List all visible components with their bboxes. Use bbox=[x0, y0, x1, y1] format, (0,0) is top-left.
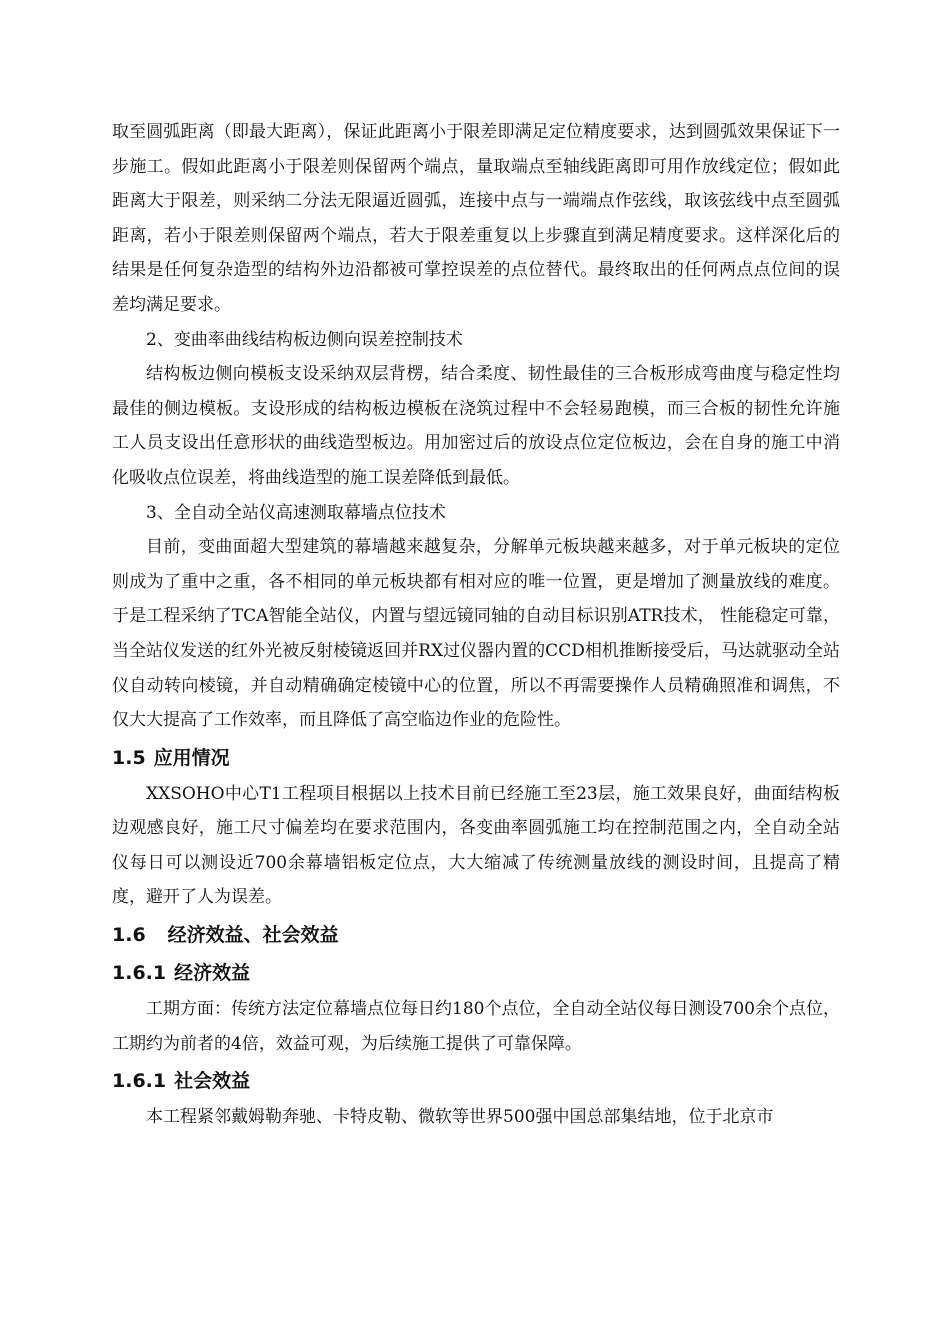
heading-title: 经济效益 bbox=[174, 962, 251, 985]
heading-title: 经济效益、社会效益 bbox=[167, 924, 339, 947]
paragraph-economic-benefit: 工期方面：传统方法定位幕墙点位每日约180个点位，全自动全站仪每日测设700余个点位，工期约为前者的4倍，效益可观，为后续施工提供了可靠保障。 bbox=[112, 999, 840, 1054]
paragraph-application: XXSOHO中心T1工程项目根据以上技术目前已经施工至23层，施工效果良好，曲面结构板边观感良好，施工尺寸偏差均在要求范围内，各变曲率圆弧施工均在控制范围之内，全自动全站仪每日可以测设近700余幕墙铝板定位点，大大缩减了传统测量放线的测设时间，且提高了精度，避开了人为误差。 bbox=[112, 783, 840, 908]
heading-number: 1.5 bbox=[112, 746, 146, 769]
heading-application bbox=[112, 740, 840, 776]
heading-benefits bbox=[112, 917, 840, 953]
subheading-lateral-error-control: 2、变曲率曲线结构板边侧向误差控制技术 bbox=[146, 329, 463, 350]
heading-title: 应用情况 bbox=[153, 746, 230, 769]
paragraph-lateral-formwork: 结构板边侧向模板支设采纳双层背楞，结合柔度、韧性最佳的三合板形成弯曲度与稳定性均最佳的侧边模板。支设形成的结构板边模板在浇筑过程中不会轻易跑模，而三合板的韧性允许施工人员支设出任意形状的曲线造型板边。用加密过后的放设点位定位板边，会在自身的施工中消化吸收点位误差，将曲线造型的施工误差降低到最低。 bbox=[112, 364, 840, 488]
paragraph-arc-positioning: 取至圆弧距离（即最大距离），保证此距离小于限差即满足定位精度要求，达到圆弧效果保证下一步施工。假如此距离小于限差则保留两个端点，量取端点至轴线距离即可用作放线定位；假如此距离大于限差，则采纳二分法无限逼近圆弧，连接中点与一端端点作弦线，取该弦线中点至圆弧距离，若小于限差则保留两个端点，若大于限差重复以上步骤直到满足精度要求。这样深化后的结果是任何复杂造型的结构外边沿都被可掌控误差的点位替代。最终取出的任何两点点位间的误差均满足要求。 bbox=[112, 122, 840, 315]
paragraph-curtain-wall-survey: 目前，变曲面超大型建筑的幕墙越来越复杂，分解单元板块越来越多，对于单元板块的定位则成为了重中之重，各不相同的单元板块都有相对应的唯一位置，更是增加了测量放线的难度。于是工程采纳了TCA智能全站仪，内置与望远镜同轴的自动目标识别ATR技术， 性能稳定可靠，当全站仪发送的红外光被反射棱镜返回并RX过仪器内置的CCD相机推断接受后，马达就驱动全站仪自动转向棱镜，并自动精确确定棱镜中心的位置，所以不再需要操作人员精确照准和调焦，不仅大大提高了工作效率，而且降低了高空临边作业的危险性。 bbox=[112, 537, 840, 731]
heading-title: 社会效益 bbox=[174, 1070, 251, 1093]
document-page bbox=[112, 115, 840, 1135]
heading-economic-benefit bbox=[112, 955, 840, 991]
heading-number: 1.6.1 bbox=[112, 1070, 167, 1093]
subheading-total-station: 3、全自动全站仪高速测取幕墙点位技术 bbox=[146, 502, 446, 523]
heading-number: 1.6.1 bbox=[112, 962, 167, 985]
heading-number: 1.6 bbox=[112, 924, 146, 947]
heading-social-benefit bbox=[112, 1063, 840, 1099]
paragraph-social-benefit: 本工程紧邻戴姆勒奔驰、卡特皮勒、微软等世界500强中国总部集结地，位于北京市 bbox=[146, 1107, 774, 1128]
